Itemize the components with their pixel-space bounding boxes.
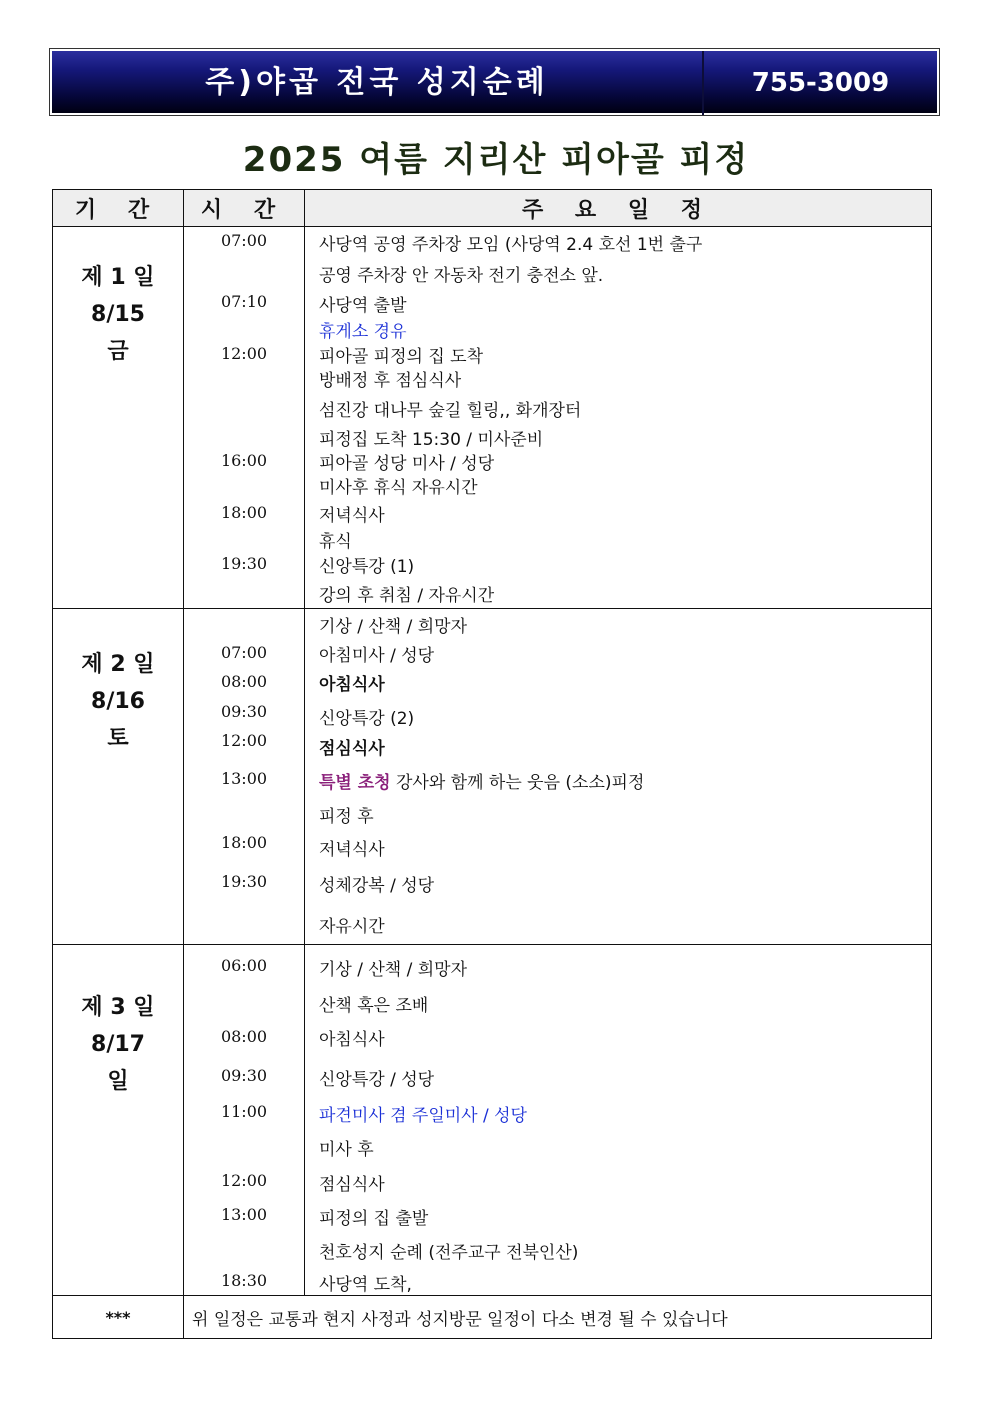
schedule-entry: 사당역 도착, bbox=[319, 1275, 412, 1295]
day-row-2 bbox=[53, 609, 932, 945]
day-weekday: 토 bbox=[107, 726, 129, 751]
day-date: 8/17 bbox=[91, 1032, 145, 1057]
schedule-entry bbox=[319, 768, 644, 793]
schedule-entry: 점심식사 bbox=[319, 739, 385, 759]
schedule-entry: 방배정 후 점심식사 bbox=[319, 371, 462, 391]
day-row-1 bbox=[53, 227, 932, 609]
header-banner bbox=[49, 48, 940, 116]
company-name: 주)야곱 전국 성지순례 bbox=[205, 65, 549, 100]
schedule-entry: 아침미사 / 성당 bbox=[319, 646, 435, 666]
schedule-entry: 사당역 공영 주차장 모임 (사당역 2.4 호선 1번 출구 bbox=[319, 235, 703, 255]
schedule-entry: 자유시간 bbox=[319, 917, 385, 937]
time-entry: 09:30 bbox=[220, 702, 268, 721]
time-entry: 18:00 bbox=[220, 833, 268, 852]
schedule-table bbox=[52, 189, 932, 1339]
day-weekday: 일 bbox=[107, 1069, 129, 1094]
time-entry: 13:00 bbox=[220, 1205, 268, 1224]
time-entry: 11:00 bbox=[220, 1102, 268, 1121]
schedule-entry-part: 특별 초청 bbox=[319, 773, 391, 793]
time-column bbox=[184, 609, 305, 945]
footer-note: 위 일정은 교통과 현지 사정과 성지방문 일정이 다소 변경 될 수 있습니다 bbox=[184, 1296, 932, 1339]
schedule-entry: 신앙특강 / 성당 bbox=[319, 1070, 435, 1090]
schedule-entry: 아침식사 bbox=[319, 1030, 385, 1050]
schedule-entry: 피정의 집 출발 bbox=[319, 1209, 429, 1229]
time-column bbox=[184, 945, 305, 1296]
schedule-entry: 공영 주차장 안 자동차 전기 충전소 앞. bbox=[319, 266, 604, 286]
day-date: 8/16 bbox=[91, 689, 145, 714]
document-title: 2025 여름 지리산 피아골 피정 bbox=[242, 140, 750, 180]
time-entry: 08:00 bbox=[220, 672, 268, 691]
day-label-cell bbox=[53, 227, 184, 609]
schedule-entry: 기상 / 산책 / 희망자 bbox=[319, 617, 468, 637]
time-entry: 07:00 bbox=[220, 231, 268, 250]
schedule-entry: 아침식사 bbox=[319, 675, 385, 695]
day-label-cell bbox=[53, 945, 184, 1296]
schedule-entry: 피정집 도착 15:30 / 미사준비 bbox=[319, 430, 544, 450]
day-date: 8/15 bbox=[91, 302, 145, 327]
schedule-entry: 파견미사 겸 주일미사 / 성당 bbox=[319, 1106, 527, 1126]
time-entry: 07:10 bbox=[220, 292, 268, 311]
time-entry: 19:30 bbox=[220, 872, 268, 891]
day-number: 제 1 일 bbox=[81, 265, 155, 290]
schedule-entry: 피아골 피정의 집 도착 bbox=[319, 347, 484, 367]
time-entry: 08:00 bbox=[220, 1027, 268, 1046]
header-banner-background bbox=[52, 51, 937, 113]
column-header-time: 시 간 bbox=[184, 190, 305, 227]
column-header-schedule: 주 요 일 정 bbox=[305, 190, 932, 227]
time-entry: 06:00 bbox=[220, 956, 268, 975]
time-entry: 12:00 bbox=[220, 1171, 268, 1190]
schedule-entry: 신앙특강 (1) bbox=[319, 557, 415, 577]
time-entry: 19:30 bbox=[220, 554, 268, 573]
events-column bbox=[305, 609, 932, 945]
schedule-entry: 피아골 성당 미사 / 성당 bbox=[319, 454, 495, 474]
schedule-entry: 미사 후 bbox=[319, 1140, 374, 1160]
schedule-entry: 강의 후 취침 / 자유시간 bbox=[319, 586, 495, 606]
time-entry: 12:00 bbox=[220, 731, 268, 750]
schedule-entry: 피정 후 bbox=[319, 807, 374, 827]
schedule-entry: 저녁식사 bbox=[319, 506, 385, 526]
day-number: 제 2 일 bbox=[81, 652, 155, 677]
schedule-entry: 휴식 bbox=[319, 532, 352, 552]
time-entry: 12:00 bbox=[220, 344, 268, 363]
day-weekday: 금 bbox=[107, 339, 129, 364]
time-entry: 13:00 bbox=[220, 769, 268, 788]
day-number: 제 3 일 bbox=[81, 995, 155, 1020]
schedule-entry: 성체강복 / 성당 bbox=[319, 876, 435, 896]
column-header-period: 기 간 bbox=[53, 190, 184, 227]
schedule-entry: 섬진강 대나무 숲길 힐링,, 화개장터 bbox=[319, 401, 582, 421]
schedule-entry-part: 강사와 함께 하는 웃음 (소소)피정 bbox=[390, 773, 645, 793]
day-label-cell bbox=[53, 609, 184, 945]
schedule-entry: 사당역 출발 bbox=[319, 296, 407, 316]
schedule-entry: 기상 / 산책 / 희망자 bbox=[319, 960, 468, 980]
time-entry: 07:00 bbox=[220, 643, 268, 662]
footer-marker: *** bbox=[53, 1296, 184, 1339]
time-column bbox=[184, 227, 305, 609]
schedule-entry: 천호성지 순례 (전주교구 전북인산) bbox=[319, 1243, 579, 1263]
events-column bbox=[305, 227, 932, 609]
time-entry: 18:30 bbox=[220, 1271, 268, 1290]
footer-row bbox=[53, 1296, 932, 1339]
time-entry: 18:00 bbox=[220, 503, 268, 522]
table-header-row bbox=[53, 190, 932, 227]
phone-number: 755-3009 bbox=[751, 68, 890, 98]
day-row-3 bbox=[53, 945, 932, 1296]
schedule-entry: 휴게소 경유 bbox=[319, 322, 407, 342]
time-entry: 09:30 bbox=[220, 1066, 268, 1085]
schedule-entry: 산책 혹은 조배 bbox=[319, 996, 429, 1016]
events-column bbox=[305, 945, 932, 1296]
schedule-entry: 미사후 휴식 자유시간 bbox=[319, 478, 478, 498]
time-entry: 16:00 bbox=[220, 451, 268, 470]
schedule-entry: 점심식사 bbox=[319, 1175, 385, 1195]
schedule-entry: 신앙특강 (2) bbox=[319, 709, 415, 729]
schedule-entry: 저녁식사 bbox=[319, 840, 385, 860]
